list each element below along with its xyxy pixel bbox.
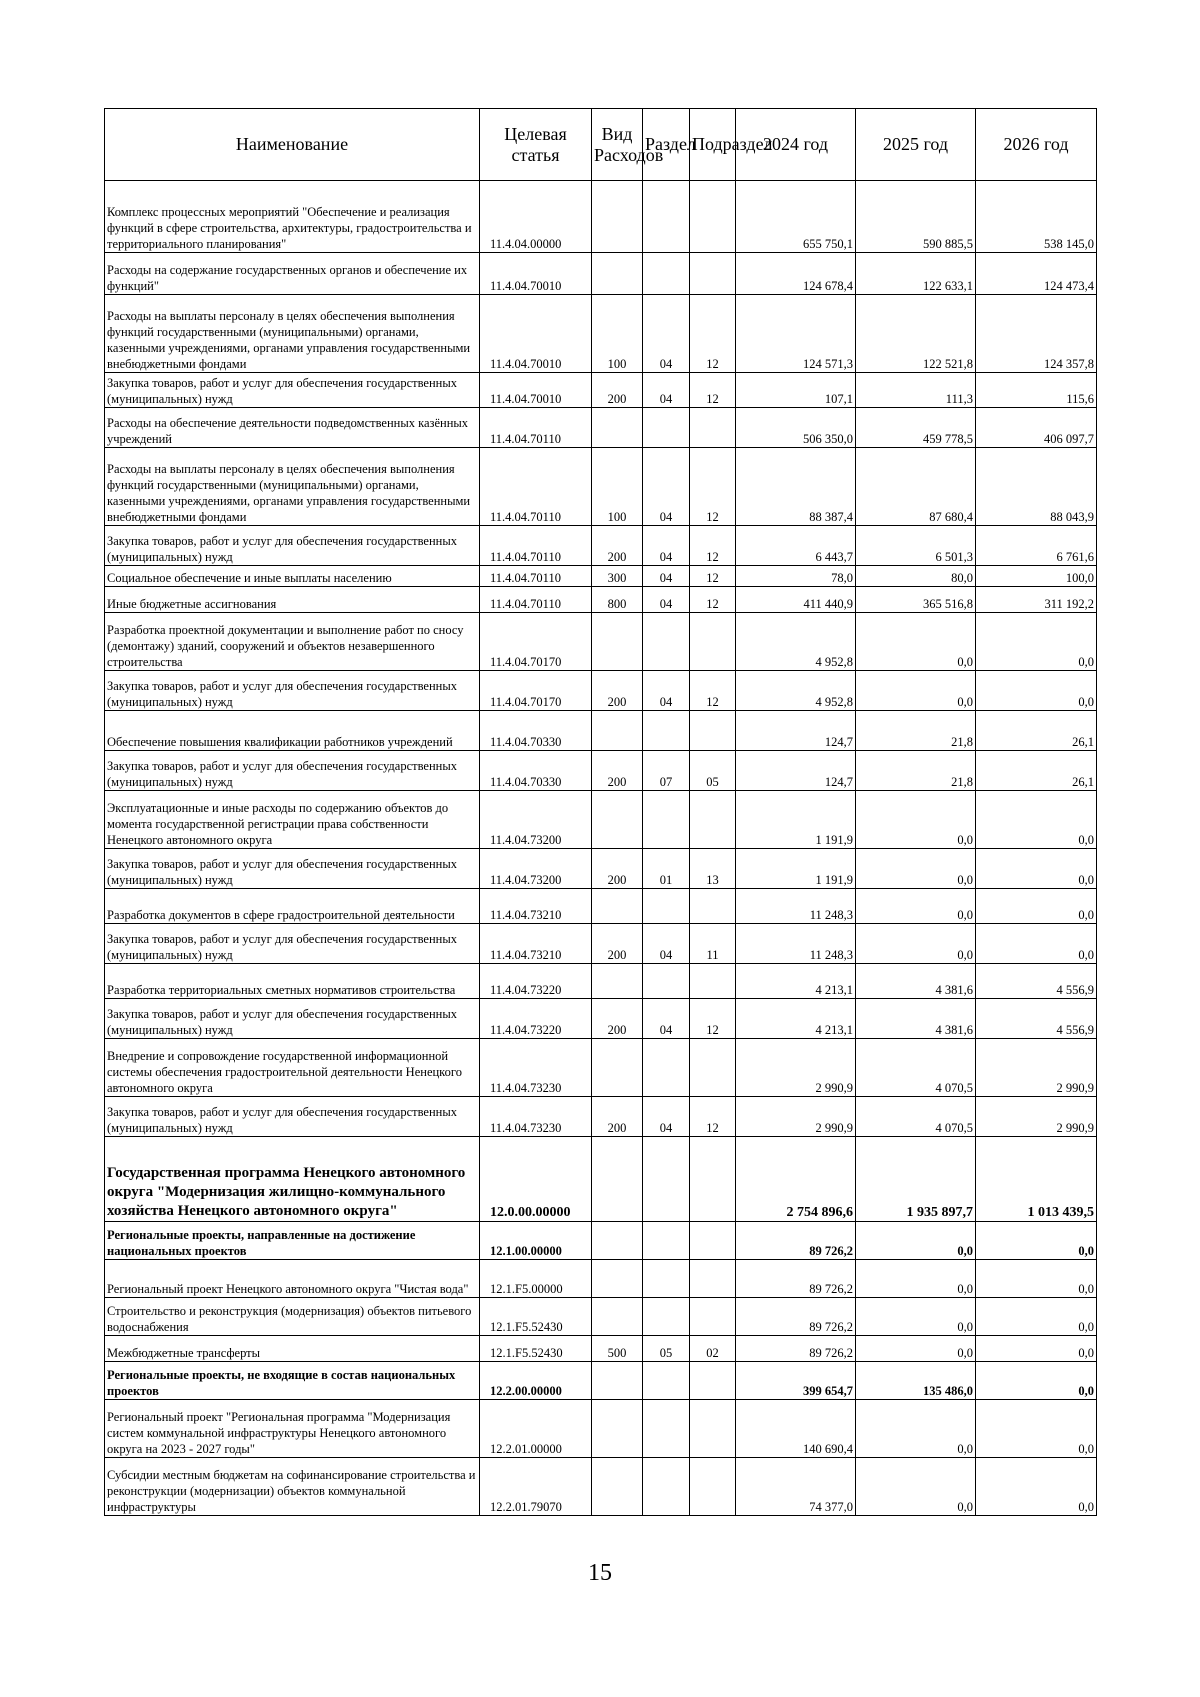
cell-y2024: 11 248,3 (736, 889, 856, 924)
cell-subsection (690, 711, 736, 751)
page-number: 15 (588, 1560, 612, 1586)
cell-section: 01 (643, 849, 690, 889)
cell-name: Социальное обеспечение и иные выплаты населению (105, 566, 480, 587)
cell-name: Закупка товаров, работ и услуг для обеспечения государственных (муниципальных) нужд (105, 671, 480, 711)
cell-y2025: 4 070,5 (856, 1039, 976, 1097)
cell-type (592, 1400, 643, 1458)
cell-y2024: 89 726,2 (736, 1298, 856, 1336)
cell-name: Эксплуатационные и иные расходы по содержанию объектов до момента государственной регистрации права собственности Ненецкого автономного округа (105, 791, 480, 849)
cell-y2026: 4 556,9 (976, 964, 1097, 999)
table-row (105, 448, 1097, 526)
cell-section: 04 (643, 671, 690, 711)
cell-subsection: 12 (690, 373, 736, 408)
cell-name: Иные бюджетные ассигнования (105, 587, 480, 613)
cell-name: Закупка товаров, работ и услуг для обеспечения государственных (муниципальных) нужд (105, 1097, 480, 1137)
cell-y2024: 506 350,0 (736, 408, 856, 448)
cell-y2024: 74 377,0 (736, 1458, 856, 1516)
cell-y2025: 1 935 897,7 (856, 1137, 976, 1222)
cell-target: 11.4.04.73210 (480, 889, 592, 924)
cell-y2024: 124 571,3 (736, 295, 856, 373)
cell-y2026: 0,0 (976, 1458, 1097, 1516)
cell-name: Субсидии местным бюджетам на софинансирование строительства и реконструкции (модернизации) объектов коммунальной инфраструктуры (105, 1458, 480, 1516)
cell-type (592, 1298, 643, 1336)
cell-y2025: 122 633,1 (856, 253, 976, 295)
cell-name: Строительство и реконструкция (модернизация) объектов питьевого водоснабжения (105, 1298, 480, 1336)
table-row (105, 566, 1097, 587)
cell-name: Региональный проект "Региональная программа "Модернизация систем коммунальной инфраструктуры Ненецкого автономного округа на 2023 - 2027 годы" (105, 1400, 480, 1458)
cell-y2025: 0,0 (856, 889, 976, 924)
cell-y2026: 0,0 (976, 1400, 1097, 1458)
cell-y2025: 4 070,5 (856, 1097, 976, 1137)
cell-type (592, 408, 643, 448)
cell-name: Региональный проект Ненецкого автономного округа "Чистая вода" (105, 1260, 480, 1298)
cell-subsection (690, 181, 736, 253)
cell-y2024: 107,1 (736, 373, 856, 408)
cell-section (643, 253, 690, 295)
cell-section: 05 (643, 1336, 690, 1362)
cell-name: Закупка товаров, работ и услуг для обеспечения государственных (муниципальных) нужд (105, 924, 480, 964)
cell-target: 12.1.F5.52430 (480, 1298, 592, 1336)
cell-y2024: 4 213,1 (736, 999, 856, 1039)
cell-y2024: 2 990,9 (736, 1039, 856, 1097)
cell-target: 11.4.04.73220 (480, 999, 592, 1039)
cell-section (643, 613, 690, 671)
cell-section (643, 1400, 690, 1458)
table-row (105, 1336, 1097, 1362)
cell-type: 100 (592, 448, 643, 526)
table-header-row (105, 109, 1097, 181)
cell-y2024: 11 248,3 (736, 924, 856, 964)
table-row (105, 181, 1097, 253)
cell-name: Региональные проекты, не входящие в состав национальных проектов (105, 1362, 480, 1400)
cell-y2024: 1 191,9 (736, 849, 856, 889)
cell-type (592, 1137, 643, 1222)
cell-name: Государственная программа Ненецкого автономного округа "Модернизация жилищно-коммунального хозяйства Ненецкого автономного округа" (105, 1137, 480, 1222)
cell-target: 11.4.04.00000 (480, 181, 592, 253)
cell-y2026: 0,0 (976, 889, 1097, 924)
cell-y2026: 0,0 (976, 791, 1097, 849)
cell-y2024: 89 726,2 (736, 1222, 856, 1260)
cell-subsection: 12 (690, 448, 736, 526)
table-row (105, 1458, 1097, 1516)
cell-subsection: 12 (690, 295, 736, 373)
cell-type (592, 1260, 643, 1298)
cell-name: Разработка территориальных сметных нормативов строительства (105, 964, 480, 999)
cell-section (643, 1298, 690, 1336)
cell-subsection (690, 889, 736, 924)
cell-y2026: 0,0 (976, 1298, 1097, 1336)
cell-target: 11.4.04.70110 (480, 448, 592, 526)
cell-section: 04 (643, 924, 690, 964)
cell-subsection: 12 (690, 566, 736, 587)
cell-target: 11.4.04.73220 (480, 964, 592, 999)
cell-target: 11.4.04.73230 (480, 1097, 592, 1137)
cell-y2026: 124 473,4 (976, 253, 1097, 295)
cell-y2024: 89 726,2 (736, 1260, 856, 1298)
table-row (105, 1400, 1097, 1458)
header-2024: 2024 год (736, 109, 856, 181)
cell-y2026: 0,0 (976, 1362, 1097, 1400)
table-row (105, 924, 1097, 964)
cell-name: Межбюджетные трансферты (105, 1336, 480, 1362)
cell-target: 11.4.04.70170 (480, 671, 592, 711)
cell-y2026: 1 013 439,5 (976, 1137, 1097, 1222)
cell-type: 200 (592, 1097, 643, 1137)
cell-y2026: 0,0 (976, 671, 1097, 711)
cell-y2026: 26,1 (976, 751, 1097, 791)
cell-section (643, 791, 690, 849)
cell-y2025: 0,0 (856, 1222, 976, 1260)
cell-y2024: 4 952,8 (736, 671, 856, 711)
table-row (105, 253, 1097, 295)
cell-section (643, 964, 690, 999)
cell-target: 11.4.04.70110 (480, 587, 592, 613)
cell-section (643, 1260, 690, 1298)
cell-section: 07 (643, 751, 690, 791)
cell-y2025: 590 885,5 (856, 181, 976, 253)
cell-y2024: 124,7 (736, 711, 856, 751)
cell-subsection: 11 (690, 924, 736, 964)
cell-y2024: 399 654,7 (736, 1362, 856, 1400)
cell-section (643, 1039, 690, 1097)
cell-target: 12.0.00.00000 (480, 1137, 592, 1222)
cell-name: Расходы на содержание государственных органов и обеспечение их функций" (105, 253, 480, 295)
cell-section (643, 181, 690, 253)
cell-y2026: 124 357,8 (976, 295, 1097, 373)
cell-subsection (690, 408, 736, 448)
cell-subsection: 05 (690, 751, 736, 791)
cell-y2025: 365 516,8 (856, 587, 976, 613)
cell-name: Закупка товаров, работ и услуг для обеспечения государственных (муниципальных) нужд (105, 526, 480, 566)
cell-subsection: 12 (690, 1097, 736, 1137)
cell-section (643, 1222, 690, 1260)
cell-name: Расходы на выплаты персоналу в целях обеспечения выполнения функций государственными (муниципальными) органами, казенными учреждениями, органами управления государственными внебюджетными фондами (105, 448, 480, 526)
cell-subsection (690, 964, 736, 999)
cell-target: 11.4.04.73200 (480, 791, 592, 849)
cell-y2026: 0,0 (976, 1336, 1097, 1362)
cell-subsection (690, 1362, 736, 1400)
cell-type: 300 (592, 566, 643, 587)
table-row (105, 1137, 1097, 1222)
cell-target: 12.2.01.79070 (480, 1458, 592, 1516)
cell-subsection (690, 791, 736, 849)
cell-name: Расходы на выплаты персоналу в целях обеспечения выполнения функций государственными (муниципальными) органами, казенными учреждениями, органами управления государственными внебюджетными фондами (105, 295, 480, 373)
cell-target: 11.4.04.70330 (480, 751, 592, 791)
cell-y2026: 538 145,0 (976, 181, 1097, 253)
cell-type (592, 964, 643, 999)
cell-subsection (690, 1137, 736, 1222)
cell-target: 12.2.00.00000 (480, 1362, 592, 1400)
cell-y2024: 655 750,1 (736, 181, 856, 253)
cell-section (643, 1137, 690, 1222)
cell-section: 04 (643, 295, 690, 373)
cell-type (592, 1222, 643, 1260)
header-subsection: Подраздел (690, 109, 736, 181)
table-row (105, 711, 1097, 751)
table-row (105, 999, 1097, 1039)
cell-y2026: 115,6 (976, 373, 1097, 408)
cell-target: 11.4.04.70330 (480, 711, 592, 751)
cell-type: 200 (592, 671, 643, 711)
cell-y2025: 21,8 (856, 711, 976, 751)
cell-section (643, 711, 690, 751)
cell-name: Разработка проектной документации и выполнение работ по сносу (демонтажу) зданий, сооружений и объектов незавершенного строительства (105, 613, 480, 671)
cell-subsection: 12 (690, 587, 736, 613)
cell-target: 12.1.F5.52430 (480, 1336, 592, 1362)
cell-type: 200 (592, 849, 643, 889)
cell-section: 04 (643, 566, 690, 587)
cell-target: 11.4.04.70110 (480, 408, 592, 448)
cell-target: 11.4.04.70110 (480, 566, 592, 587)
cell-y2026: 6 761,6 (976, 526, 1097, 566)
cell-subsection: 12 (690, 999, 736, 1039)
cell-y2025: 0,0 (856, 791, 976, 849)
cell-y2026: 88 043,9 (976, 448, 1097, 526)
cell-type: 500 (592, 1336, 643, 1362)
cell-subsection (690, 613, 736, 671)
cell-section: 04 (643, 587, 690, 613)
cell-subsection: 13 (690, 849, 736, 889)
cell-target: 11.4.04.73230 (480, 1039, 592, 1097)
cell-type (592, 1362, 643, 1400)
cell-name: Закупка товаров, работ и услуг для обеспечения государственных (муниципальных) нужд (105, 999, 480, 1039)
cell-subsection: 02 (690, 1336, 736, 1362)
cell-type (592, 253, 643, 295)
cell-y2026: 100,0 (976, 566, 1097, 587)
cell-subsection: 12 (690, 526, 736, 566)
cell-y2025: 135 486,0 (856, 1362, 976, 1400)
header-2025: 2025 год (856, 109, 976, 181)
cell-y2026: 2 990,9 (976, 1039, 1097, 1097)
table-row (105, 373, 1097, 408)
cell-y2026: 311 192,2 (976, 587, 1097, 613)
cell-name: Региональные проекты, направленные на достижение национальных проектов (105, 1222, 480, 1260)
cell-y2024: 124 678,4 (736, 253, 856, 295)
table-row (105, 1260, 1097, 1298)
cell-y2026: 0,0 (976, 1260, 1097, 1298)
cell-y2024: 2 990,9 (736, 1097, 856, 1137)
cell-y2024: 411 440,9 (736, 587, 856, 613)
cell-y2024: 6 443,7 (736, 526, 856, 566)
table-row (105, 889, 1097, 924)
cell-section: 04 (643, 1097, 690, 1137)
cell-y2025: 0,0 (856, 1336, 976, 1362)
cell-section (643, 1362, 690, 1400)
cell-y2025: 459 778,5 (856, 408, 976, 448)
cell-y2024: 78,0 (736, 566, 856, 587)
header-section: Раздел (643, 109, 690, 181)
cell-type: 200 (592, 373, 643, 408)
cell-subsection: 12 (690, 671, 736, 711)
cell-type (592, 1039, 643, 1097)
cell-y2025: 0,0 (856, 1298, 976, 1336)
cell-subsection (690, 1458, 736, 1516)
cell-name: Обеспечение повышения квалификации работников учреждений (105, 711, 480, 751)
cell-y2026: 0,0 (976, 613, 1097, 671)
cell-y2026: 0,0 (976, 924, 1097, 964)
cell-y2026: 0,0 (976, 1222, 1097, 1260)
cell-section: 04 (643, 373, 690, 408)
cell-section (643, 889, 690, 924)
table-row (105, 587, 1097, 613)
table-row (105, 1222, 1097, 1260)
cell-y2026: 4 556,9 (976, 999, 1097, 1039)
cell-y2025: 6 501,3 (856, 526, 976, 566)
cell-target: 11.4.04.70010 (480, 373, 592, 408)
cell-subsection (690, 253, 736, 295)
cell-y2025: 80,0 (856, 566, 976, 587)
cell-y2025: 0,0 (856, 849, 976, 889)
cell-y2025: 0,0 (856, 1400, 976, 1458)
cell-y2025: 0,0 (856, 924, 976, 964)
header-name: Наименование (105, 109, 480, 181)
cell-y2025: 0,0 (856, 613, 976, 671)
table-row (105, 1097, 1097, 1137)
cell-y2025: 0,0 (856, 1458, 976, 1516)
table-row (105, 964, 1097, 999)
table-row (105, 791, 1097, 849)
cell-section: 04 (643, 448, 690, 526)
cell-target: 11.4.04.70010 (480, 295, 592, 373)
cell-type (592, 613, 643, 671)
cell-name: Закупка товаров, работ и услуг для обеспечения государственных (муниципальных) нужд (105, 849, 480, 889)
cell-y2026: 406 097,7 (976, 408, 1097, 448)
table-row (105, 408, 1097, 448)
cell-name: Расходы на обеспечение деятельности подведомственных казённых учреждений (105, 408, 480, 448)
cell-y2025: 0,0 (856, 671, 976, 711)
cell-name: Разработка документов в сфере градостроительной деятельности (105, 889, 480, 924)
cell-subsection (690, 1260, 736, 1298)
cell-target: 11.4.04.70010 (480, 253, 592, 295)
cell-y2025: 4 381,6 (856, 964, 976, 999)
cell-y2024: 88 387,4 (736, 448, 856, 526)
cell-y2025: 21,8 (856, 751, 976, 791)
cell-type: 800 (592, 587, 643, 613)
cell-type: 200 (592, 751, 643, 791)
cell-y2024: 4 213,1 (736, 964, 856, 999)
cell-subsection (690, 1039, 736, 1097)
table-row (105, 613, 1097, 671)
cell-section (643, 408, 690, 448)
table-row (105, 751, 1097, 791)
table-row (105, 849, 1097, 889)
table-row (105, 1039, 1097, 1097)
cell-name: Закупка товаров, работ и услуг для обеспечения государственных (муниципальных) нужд (105, 373, 480, 408)
cell-y2025: 0,0 (856, 1260, 976, 1298)
cell-type (592, 711, 643, 751)
cell-subsection (690, 1400, 736, 1458)
cell-y2026: 2 990,9 (976, 1097, 1097, 1137)
cell-type (592, 791, 643, 849)
table-row (105, 1362, 1097, 1400)
cell-type (592, 1458, 643, 1516)
cell-target: 11.4.04.70110 (480, 526, 592, 566)
cell-type: 200 (592, 999, 643, 1039)
cell-type (592, 889, 643, 924)
cell-y2025: 4 381,6 (856, 999, 976, 1039)
table-row (105, 1298, 1097, 1336)
cell-y2024: 4 952,8 (736, 613, 856, 671)
cell-y2026: 0,0 (976, 849, 1097, 889)
cell-target: 11.4.04.73210 (480, 924, 592, 964)
cell-y2024: 140 690,4 (736, 1400, 856, 1458)
cell-y2026: 26,1 (976, 711, 1097, 751)
budget-table (104, 108, 1097, 1516)
cell-section (643, 1458, 690, 1516)
table-row (105, 526, 1097, 566)
cell-y2025: 122 521,8 (856, 295, 976, 373)
header-2026: 2026 год (976, 109, 1097, 181)
header-target: Целевая статья (480, 109, 592, 181)
cell-target: 11.4.04.70170 (480, 613, 592, 671)
cell-y2024: 1 191,9 (736, 791, 856, 849)
cell-type (592, 181, 643, 253)
cell-name: Внедрение и сопровождение государственной информационной системы обеспечения градостроительной деятельности Ненецкого автономного округа (105, 1039, 480, 1097)
cell-target: 12.1.F5.00000 (480, 1260, 592, 1298)
cell-name: Комплекс процессных мероприятий "Обеспечение и реализация функций в сфере строительства, архитектуры, градостроительства и территориального планирования" (105, 181, 480, 253)
table-row (105, 295, 1097, 373)
cell-y2025: 111,3 (856, 373, 976, 408)
cell-section: 04 (643, 999, 690, 1039)
cell-target: 12.1.00.00000 (480, 1222, 592, 1260)
cell-type: 200 (592, 526, 643, 566)
cell-target: 12.2.01.00000 (480, 1400, 592, 1458)
cell-section: 04 (643, 526, 690, 566)
cell-y2024: 2 754 896,6 (736, 1137, 856, 1222)
cell-type: 100 (592, 295, 643, 373)
cell-name: Закупка товаров, работ и услуг для обеспечения государственных (муниципальных) нужд (105, 751, 480, 791)
cell-subsection (690, 1298, 736, 1336)
cell-type: 200 (592, 924, 643, 964)
table-row (105, 671, 1097, 711)
cell-subsection (690, 1222, 736, 1260)
cell-y2024: 124,7 (736, 751, 856, 791)
table-body (105, 181, 1097, 1516)
cell-y2024: 89 726,2 (736, 1336, 856, 1362)
cell-y2025: 87 680,4 (856, 448, 976, 526)
header-type: Вид Расходов (592, 109, 643, 181)
cell-target: 11.4.04.73200 (480, 849, 592, 889)
